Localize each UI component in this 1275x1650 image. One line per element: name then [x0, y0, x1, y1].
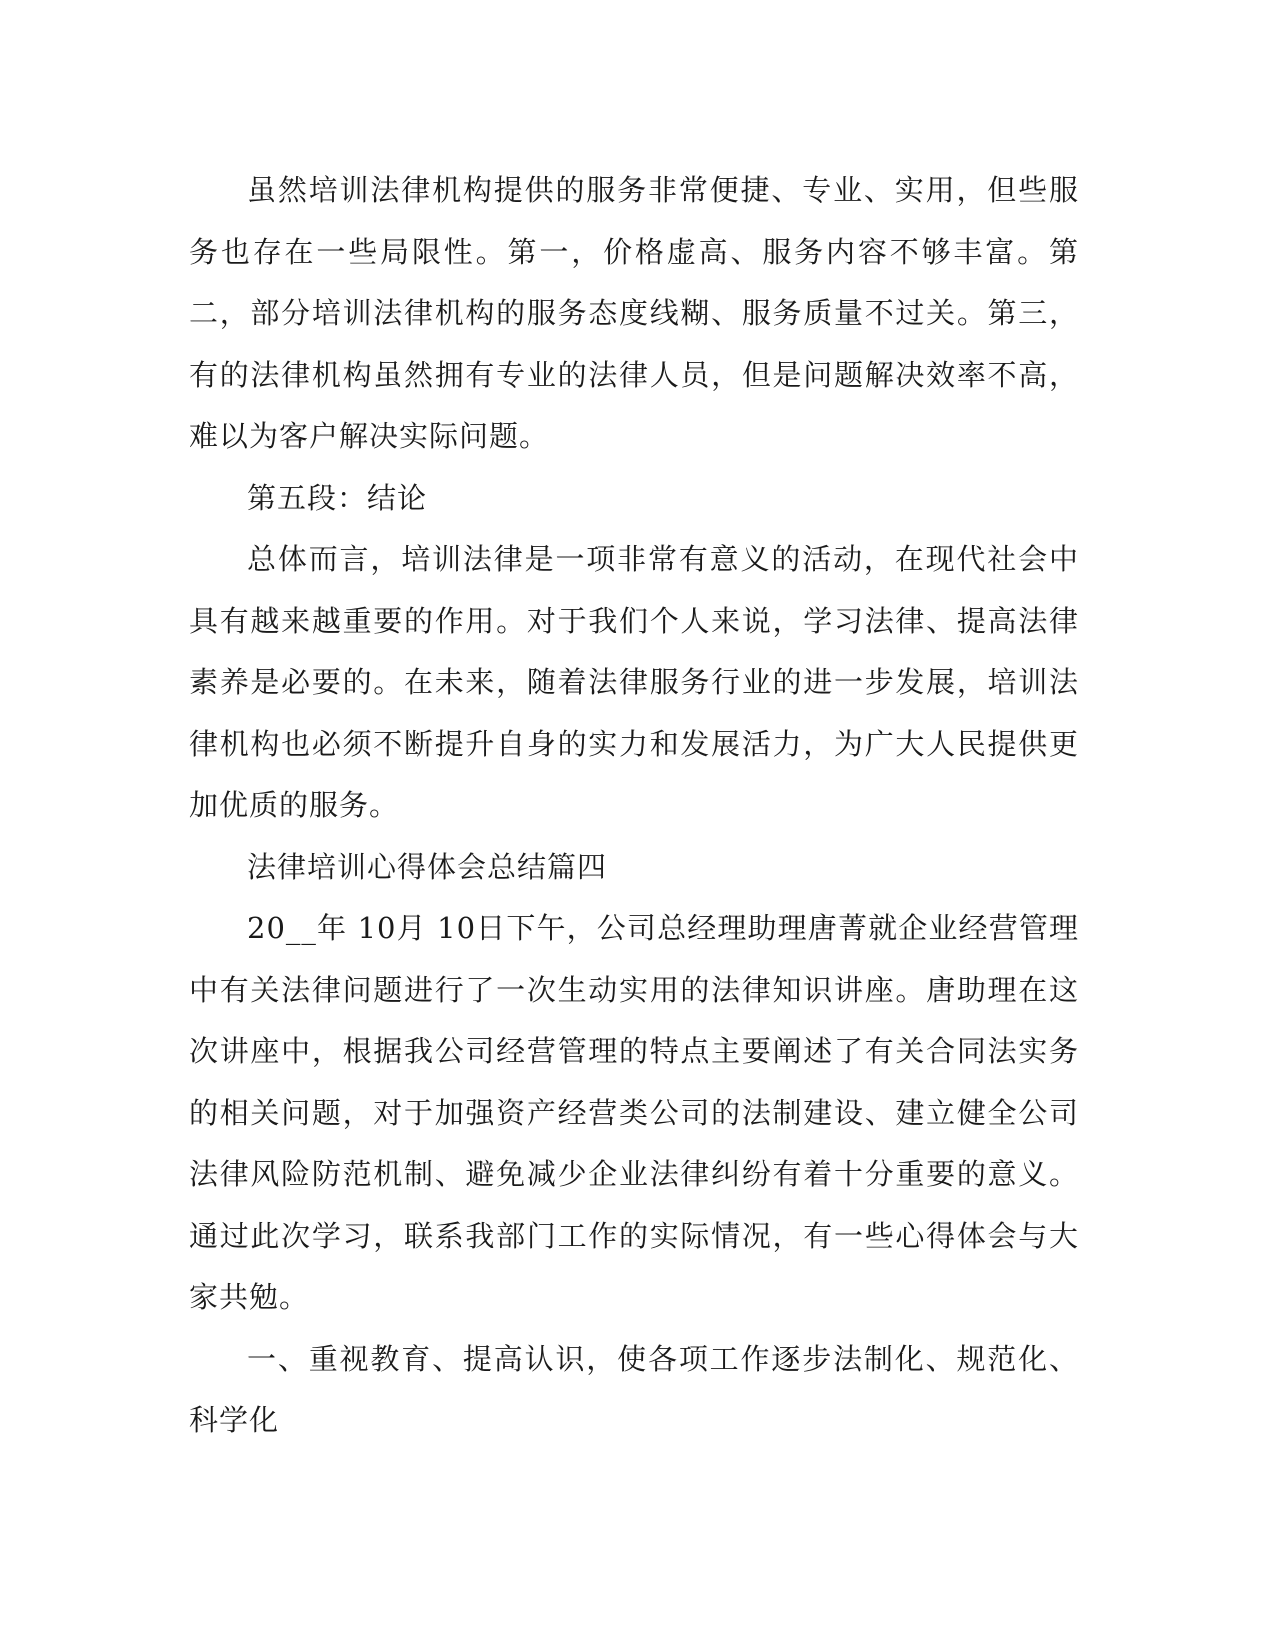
paragraph-conclusion: 总体而言，培训法律是一项非常有意义的活动，在现代社会中具有越来越重要的作用。对于我们个人来说，学习法律、提高法律素养是必要的。在未来，随着法律服务行业的进一步发展，培训法律机构也必须不断提升自身的实力和发展活力，为广大人民提供更加优质的服务。: [189, 542, 1079, 822]
document-body: [189, 160, 1079, 1452]
paragraph-lecture: 20__年 10月 10日下午，公司总经理助理唐菁就企业经营管理中有关法律问题进行了一次生动实用的法律知识讲座。唐助理在这次讲座中，根据我公司经营管理的特点主要阐述了有关合同法实务的相关问题，对于加强资产经营类公司的法制建设、建立健全公司法律风险防范机制、避免减少企业法律纠纷有着十分重要的意义。通过此次学习，联系我部门工作的实际情况，有一些心得体会与大家共勉。: [189, 911, 1079, 1314]
section-heading-part-four: 法律培训心得体会总结篇四: [247, 849, 608, 884]
paragraph-limitations: 虽然培训法律机构提供的服务非常便捷、专业、实用，但些服务也存在一些局限性。第一，价格虚高、服务内容不够丰富。第二，部分培训法律机构的服务态度线糊、服务质量不过关。第三，有的法律机构虽然拥有专业的法律人员，但是问题解决效率不高，难以为客户解决实际问题。: [189, 173, 1079, 453]
paragraph-point-one: 一、重视教育、提高认识，使各项工作逐步法制化、规范化、科学化: [189, 1341, 1079, 1437]
section-heading-conclusion: 第五段：结论: [247, 480, 428, 515]
